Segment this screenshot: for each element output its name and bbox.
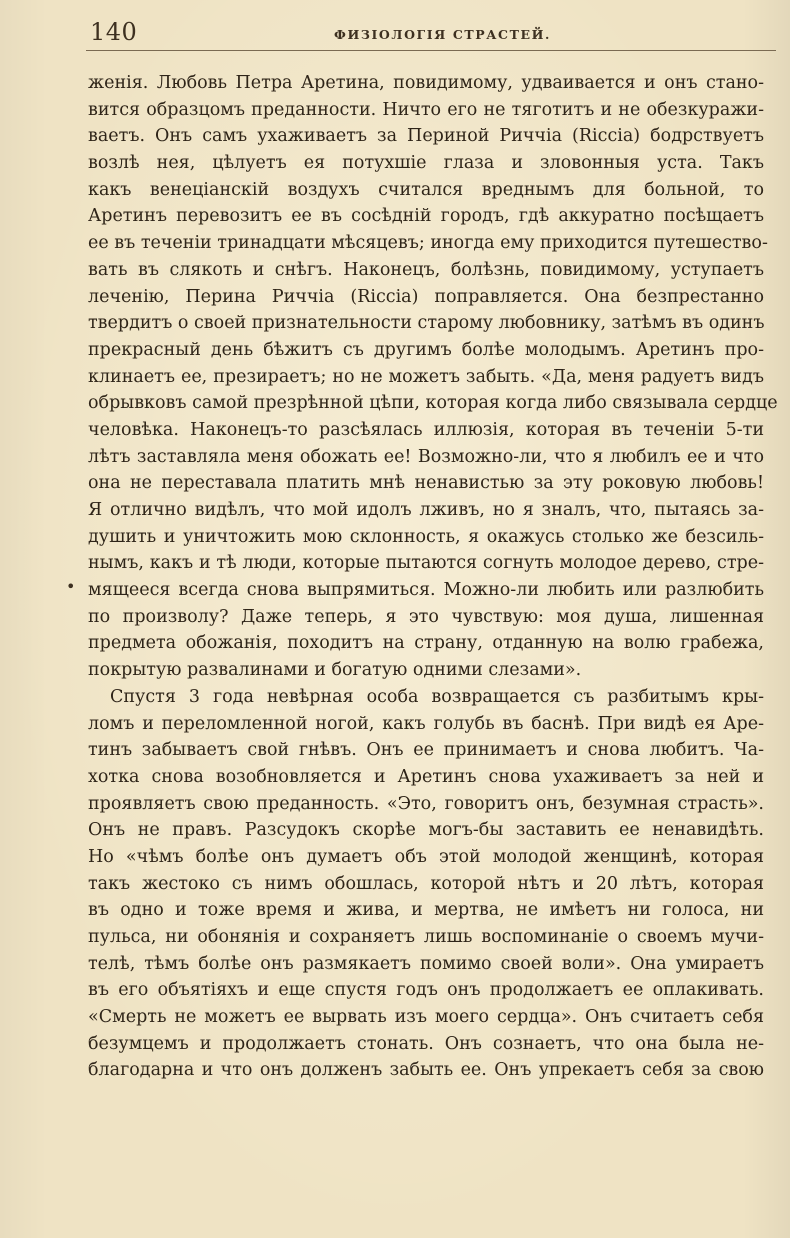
text-line: клинаетъ ее, презираетъ; но не можетъ забыть. «Да, меня радуетъ видъ	[88, 366, 764, 387]
text-line: такъ жестоко съ нимъ обошлась, которой нѣтъ и 20 лѣтъ, которая	[88, 873, 764, 894]
text-line: хотка снова возобновляется и Аретинъ снова ухаживаетъ за ней и	[88, 766, 764, 787]
text-line: Онъ не правъ. Разсудокъ скорѣе могъ-бы заставить ее ненавидѣть.	[88, 820, 764, 841]
text-line: пульса, ни обонянія и сохраняетъ лишь воспоминаніе о своемъ мучи-	[88, 927, 764, 947]
page-number: 140	[90, 18, 138, 46]
text-line: телѣ, тѣмъ болѣе онъ размякаетъ помимо своей воли». Она умираетъ	[88, 953, 764, 974]
text-line: женія. Любовь Петра Аретина, повидимому, удваивается и онъ стано-	[88, 73, 764, 93]
text-line: благодарна и что онъ долженъ забыть ее. Онъ упрекаетъ себя за свою	[88, 1060, 764, 1081]
text-line: Я отлично видѣлъ, что мой идолъ лживъ, но я зналъ, что, пытаясь за-	[88, 500, 764, 520]
body-text	[88, 70, 778, 1084]
text-line: вать въ слякоть и снѣгъ. Наконецъ, болѣзнь, повидимому, уступаетъ	[88, 259, 764, 280]
text-line: твердитъ о своей признательности старому любовнику, затѣмъ въ одинъ	[88, 313, 765, 334]
running-title: ФИЗІОЛОГІЯ СТРАСТЕЙ.	[334, 27, 551, 42]
text-line: лѣтъ заставляла меня обожать ее! Возможно-ли, что я любилъ ее и что	[88, 446, 764, 467]
header-rule	[86, 50, 776, 51]
text-line: прекрасный день бѣжитъ съ другимъ болѣе молодымъ. Аретинъ про-	[88, 339, 764, 360]
text-line: Аретинъ перевозитъ ее въ сосѣдній городъ, гдѣ аккуратно посѣщаетъ	[88, 206, 764, 227]
text-line: предмета обожанія, походитъ на страну, отданную на волю грабежа,	[88, 633, 764, 654]
text-line: тинъ забываетъ свой гнѣвъ. Онъ ее принимаетъ и снова любитъ. Ча-	[88, 740, 764, 761]
page-header	[86, 18, 776, 48]
text-line: проявляетъ свою преданность. «Это, говоритъ онъ, безумная страсть».	[88, 793, 764, 814]
margin-mark: •	[66, 577, 76, 596]
text-line: какъ венеціанскій воздухъ считался вреднымъ для больной, то	[88, 179, 764, 200]
text-line: ее въ теченіи тринадцати мѣсяцевъ; иногда ему приходится путешество-	[88, 233, 768, 254]
text-line: Спустя 3 года невѣрная особа возвращается съ разбитымъ кры-	[110, 686, 764, 707]
text-line: леченію, Перина Риччіа (Riccia) поправляется. Она безпрестанно	[88, 286, 764, 307]
text-line: ломъ и переломленной ногой, какъ голубь въ баснѣ. При видѣ ея Аре-	[88, 713, 764, 734]
text-line: ваетъ. Онъ самъ ухаживаетъ за Периной Риччіа (Riccia) бодрствуетъ	[88, 126, 764, 147]
text-line: покрытую развалинами и богатую одними слезами».	[88, 660, 582, 681]
text-line: Но «чѣмъ болѣе онъ думаетъ объ этой молодой женщинѣ, которая	[88, 846, 764, 867]
text-line: человѣка. Наконецъ-то разсѣялась иллюзія, которая въ теченіи 5-ти	[88, 419, 764, 440]
text-line: душить и уничтожить мою склонность, я окажусь столько же безсиль-	[88, 526, 764, 547]
text-line: вится образцомъ преданности. Ничто его не тяготитъ и не обезкуражи-	[88, 99, 764, 120]
text-line: въ его объятіяхъ и еще спустя годъ онъ продолжаетъ ее оплакивать.	[88, 980, 764, 1001]
text-line: въ одно и тоже время и жива, и мертва, не имѣетъ ни голоса, ни	[88, 900, 764, 921]
text-line: по произволу? Даже теперь, я это чувствую: моя душа, лишенная	[88, 606, 764, 627]
text-line: мящееся всегда снова выпрямиться. Можно-ли любить или разлюбить	[88, 580, 764, 601]
text-line: безумцемъ и продолжаетъ стонать. Онъ сознаетъ, что она была не-	[88, 1033, 764, 1054]
text-line: обрывковъ самой презрѣнной цѣпи, которая когда либо связывала сердце	[88, 393, 778, 414]
text-line: возлѣ нея, цѣлуетъ ея потухшіе глаза и зловонныя уста. Такъ	[88, 153, 764, 174]
text-line: нымъ, какъ и тѣ люди, которые пытаются согнуть молодое дерево, стре-	[88, 553, 764, 574]
text-line: она не переставала платить мнѣ ненавистью за эту роковую любовь!	[88, 473, 764, 494]
text-line: «Смерть не можетъ ее вырвать изъ моего сердца». Онъ считаетъ себя	[88, 1007, 764, 1028]
